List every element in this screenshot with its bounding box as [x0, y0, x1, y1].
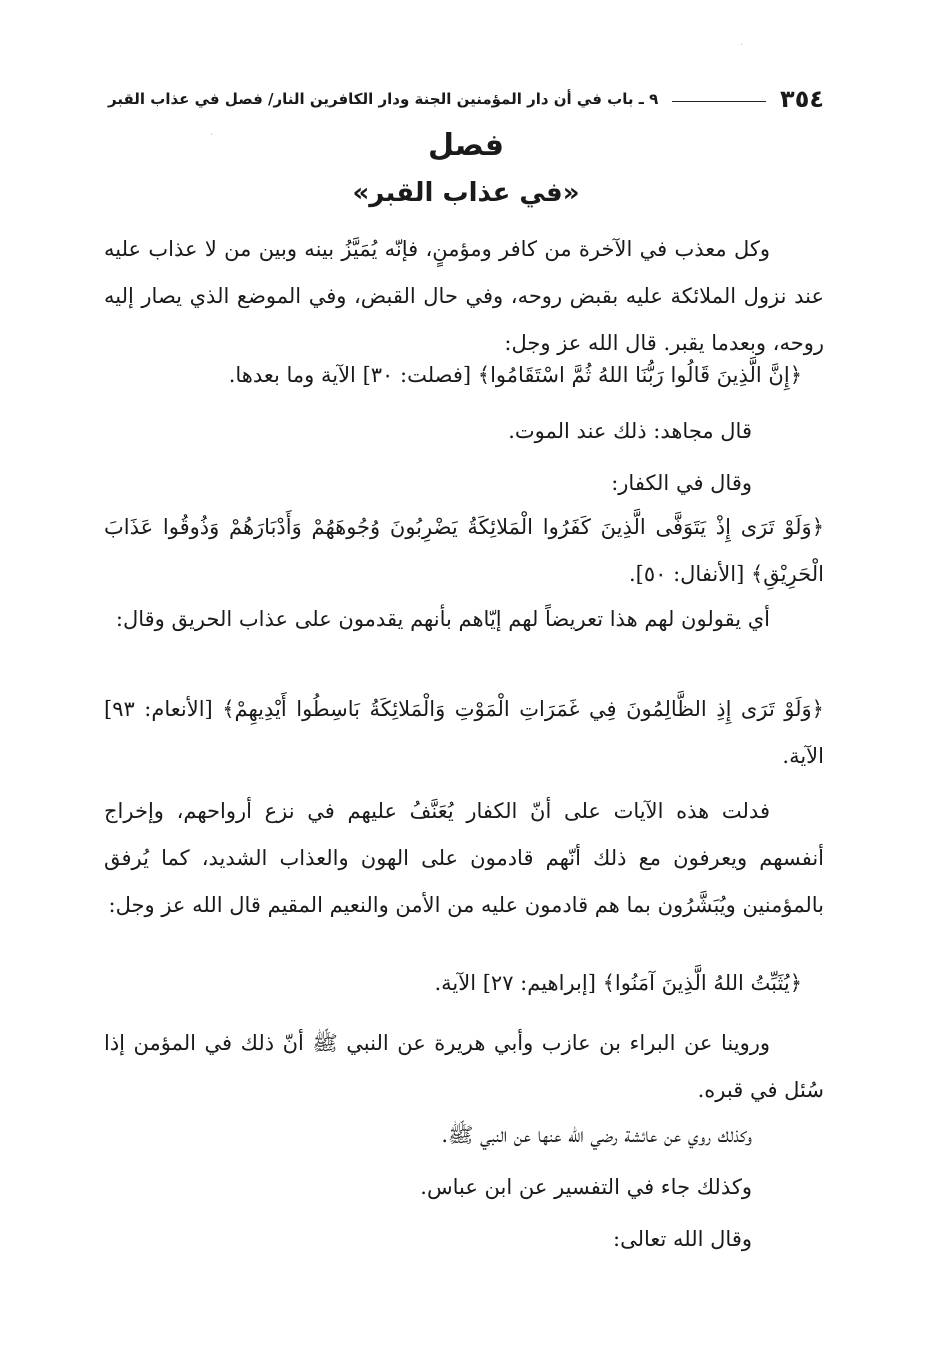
paragraph-dalalat: فدلت هذه الآيات على أنّ الكفار يُعَنَّفُ عليهم في نزع أرواحهم، وإخراج أنفسهم ويعرفون مع ذلك أنّهم قادمون على الهون والعذاب الشديد، كما يُرفق بالمؤمنين ويُبَشَّرُون بما هم قادمون عليه من الأمن والنعيم المقيم قال الله عز وجل: — [104, 799, 824, 917]
running-header — [108, 82, 824, 116]
paragraph-aisha: وكذلك روي عن عائشة رضي الله عنها عن النبي ﷺ. — [441, 1123, 752, 1147]
paragraph-ibn-abbas: وكذلك جاء في التفسير عن ابن عباس. — [420, 1175, 752, 1199]
quran-quote-anam: ﴿وَلَوْ تَرَى إِذِ الظَّالِمُونَ فِي غَمَرَاتِ الْمَوْتِ وَالْمَلائِكَةُ بَاسِطُوا أَيْدِيهِمْ﴾ [الأنعام: ٩٣] الآية. — [104, 697, 824, 768]
paragraph-tarid: أي يقولون لهم هذا تعريضاً لهم إيّاهم بأنهم يقدمون على عذاب الحريق وقال: — [115, 607, 770, 631]
running-header-title: ٩ ـ باب في أن دار المؤمنين الجنة ودار الكافرين النار/ فصل في عذاب القبر — [108, 90, 659, 108]
paragraph-kuffar-intro: وقال في الكفار: — [611, 471, 752, 495]
scan-speck: · — [740, 40, 744, 51]
quran-quote-ibrahim: ﴿يُثَبِّتُ اللهُ الَّذِينَ آمَنُوا﴾ [إبراهيم: ٢٧] الآية. — [434, 971, 802, 995]
quran-quote-fussilat: ﴿إِنَّ الَّذِينَ قَالُوا رَبُّنَا اللهُ ثُمَّ اسْتَقَامُوا﴾ [فصلت: ٣٠] الآية وما بعدها. — [228, 363, 802, 387]
section-subtitle: «في عذاب القبر» — [352, 178, 580, 208]
paragraph-qala-allah: وقال الله تعالى: — [613, 1227, 752, 1251]
header-rule — [672, 101, 766, 102]
page-number: ٣٥٤ — [780, 85, 824, 113]
scan-speck: · — [210, 130, 214, 141]
paragraph-mujahid: قال مجاهد: ذلك عند الموت. — [508, 419, 752, 443]
paragraph-bara: وروينا عن البراء بن عازب وأبي هريرة عن النبي ﷺ أنّ ذلك في المؤمن إذا سُئل في قبره. — [104, 1031, 824, 1102]
paragraph-intro: وكل معذب في الآخرة من كافر ومؤمنٍ، فإنّه يُمَيَّزُ بينه وبين من لا عذاب عليه عند نزول الملائكة عليه بقبض روحه، وفي حال القبض، وفي الموضع الذي يصار إليه روحه، وبعدما يقبر. قال الله عز وجل: — [104, 237, 824, 355]
section-heading: فصل — [428, 128, 504, 163]
quran-quote-anfal: ﴿وَلَوْ تَرَى إِذْ يَتَوَفَّى الَّذِينَ كَفَرُوا الْمَلائِكَةُ يَضْرِبُونَ وُجُوهَهُمْ وَأَدْبَارَهُمْ وَذُوقُوا عَذَابَ الْحَرِيْقِ﴾ [الأنفال: ٥٠]. — [104, 515, 824, 586]
